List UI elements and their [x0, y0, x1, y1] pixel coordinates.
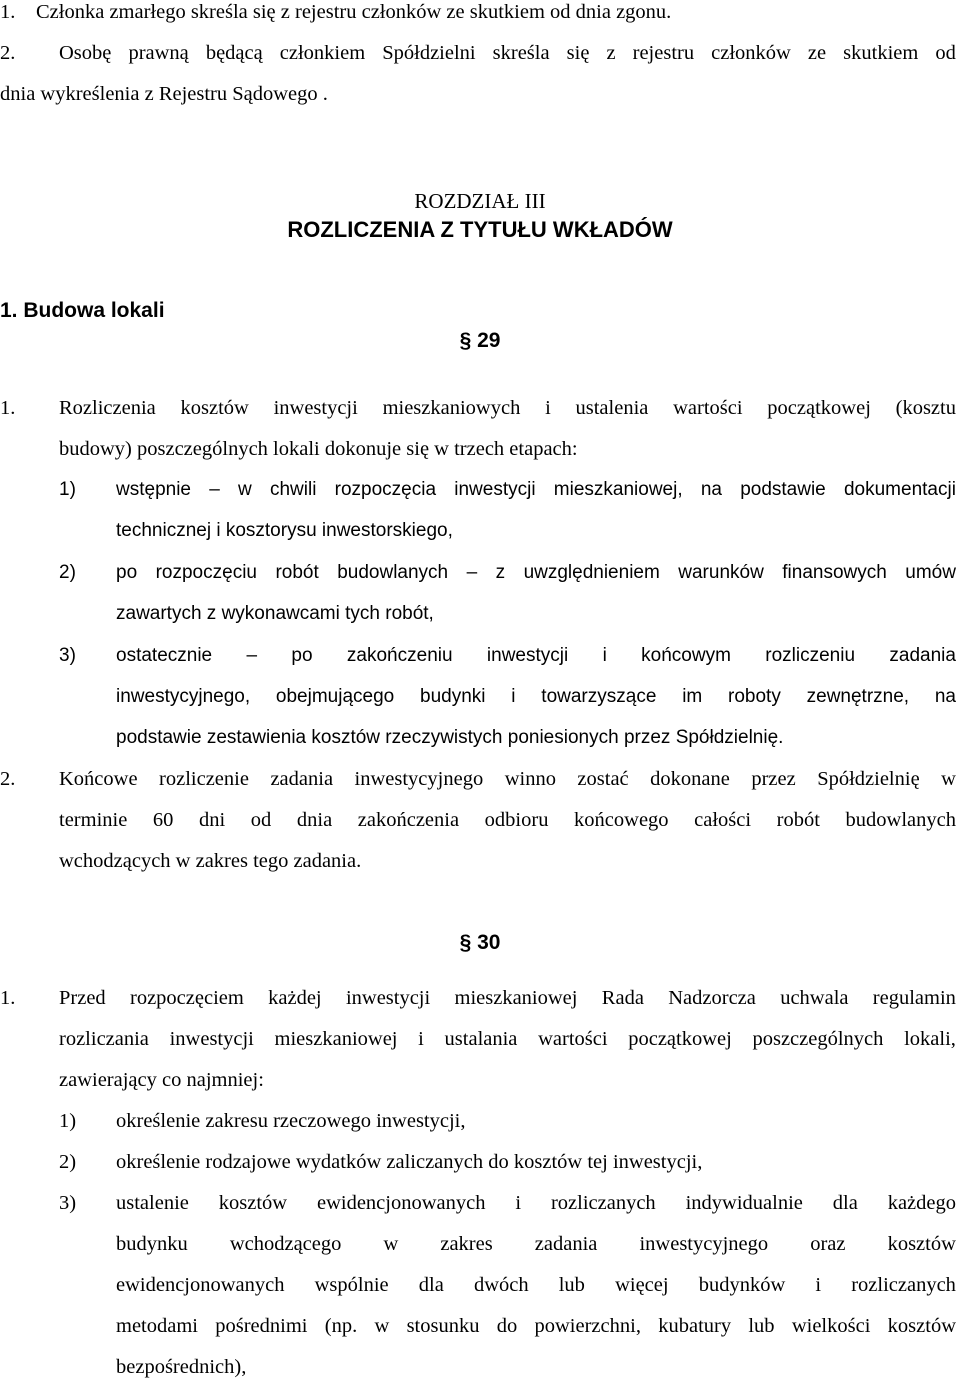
word: ewidencjonowanych [316, 1192, 486, 1214]
word: w [383, 1233, 399, 1255]
word: ostatecznie [116, 645, 213, 666]
word: wielkości [791, 1315, 871, 1337]
word: całości [694, 809, 752, 831]
word: kosztów [887, 1233, 956, 1255]
word: ewidencjonowanych [116, 1274, 285, 1296]
word: kosztów [887, 1315, 956, 1337]
word: dnia [296, 809, 333, 831]
word: i [545, 397, 551, 419]
word: rejestru [632, 42, 695, 64]
word: dla [832, 1192, 858, 1214]
word: kosztów [180, 397, 249, 419]
word: i [511, 686, 516, 707]
word: mieszkaniowej, [553, 479, 683, 500]
word: towarzyszące [541, 686, 657, 707]
word: zakończeniu [346, 645, 453, 666]
chapter-label: ROZDZIAŁ III [414, 189, 546, 213]
word: więcej [615, 1274, 669, 1296]
paragraph-line: dnia wykreślenia z Rejestru Sądowego . [0, 83, 328, 105]
sublist-number: 2) [59, 1151, 77, 1173]
word: będącą [205, 42, 263, 64]
word: zakończenia [357, 809, 460, 831]
word: z [495, 562, 506, 583]
word: każdego [887, 1192, 956, 1214]
word: i [418, 1028, 424, 1050]
word: rozliczanych [550, 1192, 656, 1214]
word: i [815, 1274, 822, 1296]
word: rozliczenie [159, 768, 249, 790]
word: od [935, 42, 956, 64]
word: inwestycyjnego [354, 768, 484, 790]
paragraph-line: wchodzących w zakres tego zadania. [59, 850, 362, 872]
word: – [466, 562, 478, 583]
paragraph-line: zawartych z wykonawcami tych robót, [116, 603, 434, 624]
word: w [238, 479, 252, 500]
word: metodami [116, 1315, 198, 1337]
paragraph-line [59, 1027, 956, 1051]
word: inwestycji [486, 645, 569, 666]
word: mieszkaniowej [454, 987, 578, 1009]
word: przez [751, 768, 796, 790]
word: zadania [534, 1233, 598, 1255]
paragraph-line [59, 41, 956, 65]
word: końcowym [641, 645, 731, 666]
word: roboty [728, 686, 781, 707]
word: budynków [698, 1274, 786, 1296]
word: zadania [889, 645, 956, 666]
word: odbioru [484, 809, 549, 831]
paragraph-line [116, 478, 956, 502]
word: każdej [268, 987, 322, 1009]
paragraph-line: podstawie zestawienia kosztów rzeczywistych poniesionych przez Spółdzielnię. [116, 727, 784, 748]
paragraph-line [116, 644, 956, 668]
paragraph-line [59, 808, 956, 832]
word: końcowego [574, 809, 669, 831]
word: po [291, 645, 313, 666]
paragraph-line: określenie zakresu rzeczowego inwestycji, [116, 1110, 466, 1132]
word: budowlanych [845, 809, 956, 831]
paragraph-line [116, 1314, 956, 1338]
word: stosunku [406, 1315, 480, 1337]
paragraph-line [59, 986, 956, 1010]
word: dwóch [473, 1274, 529, 1296]
paragraph-line: bezpośrednich), [116, 1356, 247, 1378]
word: budynku [116, 1233, 188, 1255]
word: wstępnie [116, 479, 191, 500]
word: w [941, 768, 956, 790]
word: prawną [128, 42, 189, 64]
paragraph-line [116, 685, 956, 709]
word: uwzględnieniem [523, 562, 660, 583]
word: po [116, 562, 138, 583]
word: Nadzorcza [668, 987, 756, 1009]
word: rozliczania [59, 1028, 149, 1050]
word: inwestycji [273, 397, 358, 419]
list-number: 2. [0, 42, 16, 64]
word: i [602, 645, 607, 666]
paragraph-line: Członka zmarłego skreśla się z rejestru członków ze skutkiem od dnia zgonu. [36, 1, 672, 23]
word: rozpoczęcia [334, 479, 437, 500]
word: dokumentacji [843, 479, 956, 500]
word: skutkiem [843, 42, 919, 64]
list-number: 2. [0, 768, 16, 790]
word: Spółdzielni [382, 42, 476, 64]
word: się [566, 42, 590, 64]
word: członkiem [279, 42, 366, 64]
word: podstawie [740, 479, 826, 500]
word: winno [504, 768, 556, 790]
list-number: 1. [0, 397, 16, 419]
word: rozpoczęciu [155, 562, 257, 583]
word: (np. [324, 1315, 358, 1337]
word: warunków [678, 562, 764, 583]
word: kosztów [218, 1192, 288, 1214]
word: ze [807, 42, 827, 64]
word: rozliczeniu [765, 645, 856, 666]
paragraph-line [116, 1273, 956, 1297]
word: dokonane [650, 768, 730, 790]
word: uchwala [780, 987, 849, 1009]
word: pośrednimi [215, 1315, 308, 1337]
word: skreśla [492, 42, 550, 64]
word: oraz [810, 1233, 846, 1255]
word: – [209, 479, 220, 500]
word: do [496, 1315, 518, 1337]
paragraph-line: określenie rodzajowe wydatków zaliczanych do kosztów tej inwestycji, [116, 1151, 703, 1173]
word: robót [776, 809, 820, 831]
sublist-number: 3) [59, 1192, 77, 1214]
word: lokali, [904, 1028, 956, 1050]
section-29-title: § 29 [459, 329, 501, 352]
word: inwestycji [345, 987, 431, 1009]
word: na [700, 479, 722, 500]
word: w [374, 1315, 390, 1337]
word: zostać [577, 768, 629, 790]
word: chwili [269, 479, 317, 500]
word: powierzchni, [534, 1315, 641, 1337]
word: zewnętrzne, [806, 686, 910, 707]
chapter-title: ROZLICZENIA Z TYTUŁU WKŁADÓW [287, 217, 673, 242]
paragraph-line [116, 1191, 956, 1215]
word: zadania [270, 768, 334, 790]
word: wspólnie [314, 1274, 389, 1296]
word: (kosztu [895, 397, 956, 419]
word: początkowej [767, 397, 871, 419]
word: indywidualnie [685, 1192, 803, 1214]
paragraph-line [116, 1232, 956, 1256]
word: ustalenie [116, 1192, 189, 1214]
word: zakres [440, 1233, 493, 1255]
word: dla [418, 1274, 444, 1296]
word: inwestycyjnego, [116, 686, 251, 707]
word: lub [558, 1274, 585, 1296]
word: na [934, 686, 956, 707]
sublist-number: 2) [59, 562, 76, 583]
subsection-heading: 1. Budowa lokali [0, 299, 165, 322]
word: finansowych [782, 562, 887, 583]
word: rozpoczęciem [130, 987, 244, 1009]
word: 60 [152, 809, 174, 831]
word: mieszkaniowych [382, 397, 521, 419]
paragraph-line [59, 767, 956, 791]
sublist-number: 3) [59, 645, 76, 666]
word: regulamin [872, 987, 956, 1009]
paragraph-line: zawierający co najmniej: [59, 1069, 264, 1091]
sublist-number: 1) [59, 1110, 77, 1132]
word: wartości [673, 397, 743, 419]
word: ustalania [444, 1028, 518, 1050]
word: budynki [420, 686, 486, 707]
paragraph-line [116, 561, 956, 585]
word: Końcowe [59, 768, 138, 790]
word: inwestycyjnego [639, 1233, 769, 1255]
word: rozliczanych [851, 1274, 956, 1296]
list-number: 1. [0, 987, 16, 1009]
paragraph-line: technicznej i kosztorysu inwestorskiego, [116, 520, 453, 541]
word: im [682, 686, 703, 707]
word: budowlanych [337, 562, 449, 583]
word: robót [275, 562, 319, 583]
word: umów [905, 562, 956, 583]
word: Rada [601, 987, 644, 1009]
word: obejmującego [275, 686, 395, 707]
sublist-number: 1) [59, 479, 76, 500]
word: i [515, 1192, 522, 1214]
list-number: 1. [0, 1, 16, 23]
word: członków [711, 42, 791, 64]
word: z [606, 42, 616, 64]
word: Przed [59, 987, 106, 1009]
word: mieszkaniowej [274, 1028, 398, 1050]
word: wchodzącego [229, 1233, 342, 1255]
word: Rozliczenia [59, 397, 156, 419]
word: dni [199, 809, 226, 831]
word: Spółdzielnię [817, 768, 920, 790]
word: ustalenia [575, 397, 649, 419]
word: – [246, 645, 258, 666]
word: inwestycji [169, 1028, 254, 1050]
word: terminie [59, 809, 128, 831]
word: kubatury [658, 1315, 732, 1337]
word: inwestycji [454, 479, 536, 500]
word: wartości [538, 1028, 608, 1050]
word: od [250, 809, 272, 831]
word: Osobę [59, 42, 112, 64]
word: poszczególnych [752, 1028, 884, 1050]
word: początkowej [628, 1028, 732, 1050]
section-30-title: § 30 [459, 931, 501, 954]
paragraph-line [59, 396, 956, 420]
paragraph-line: budowy) poszczególnych lokali dokonuje się w trzech etapach: [59, 438, 578, 460]
word: lub [748, 1315, 775, 1337]
